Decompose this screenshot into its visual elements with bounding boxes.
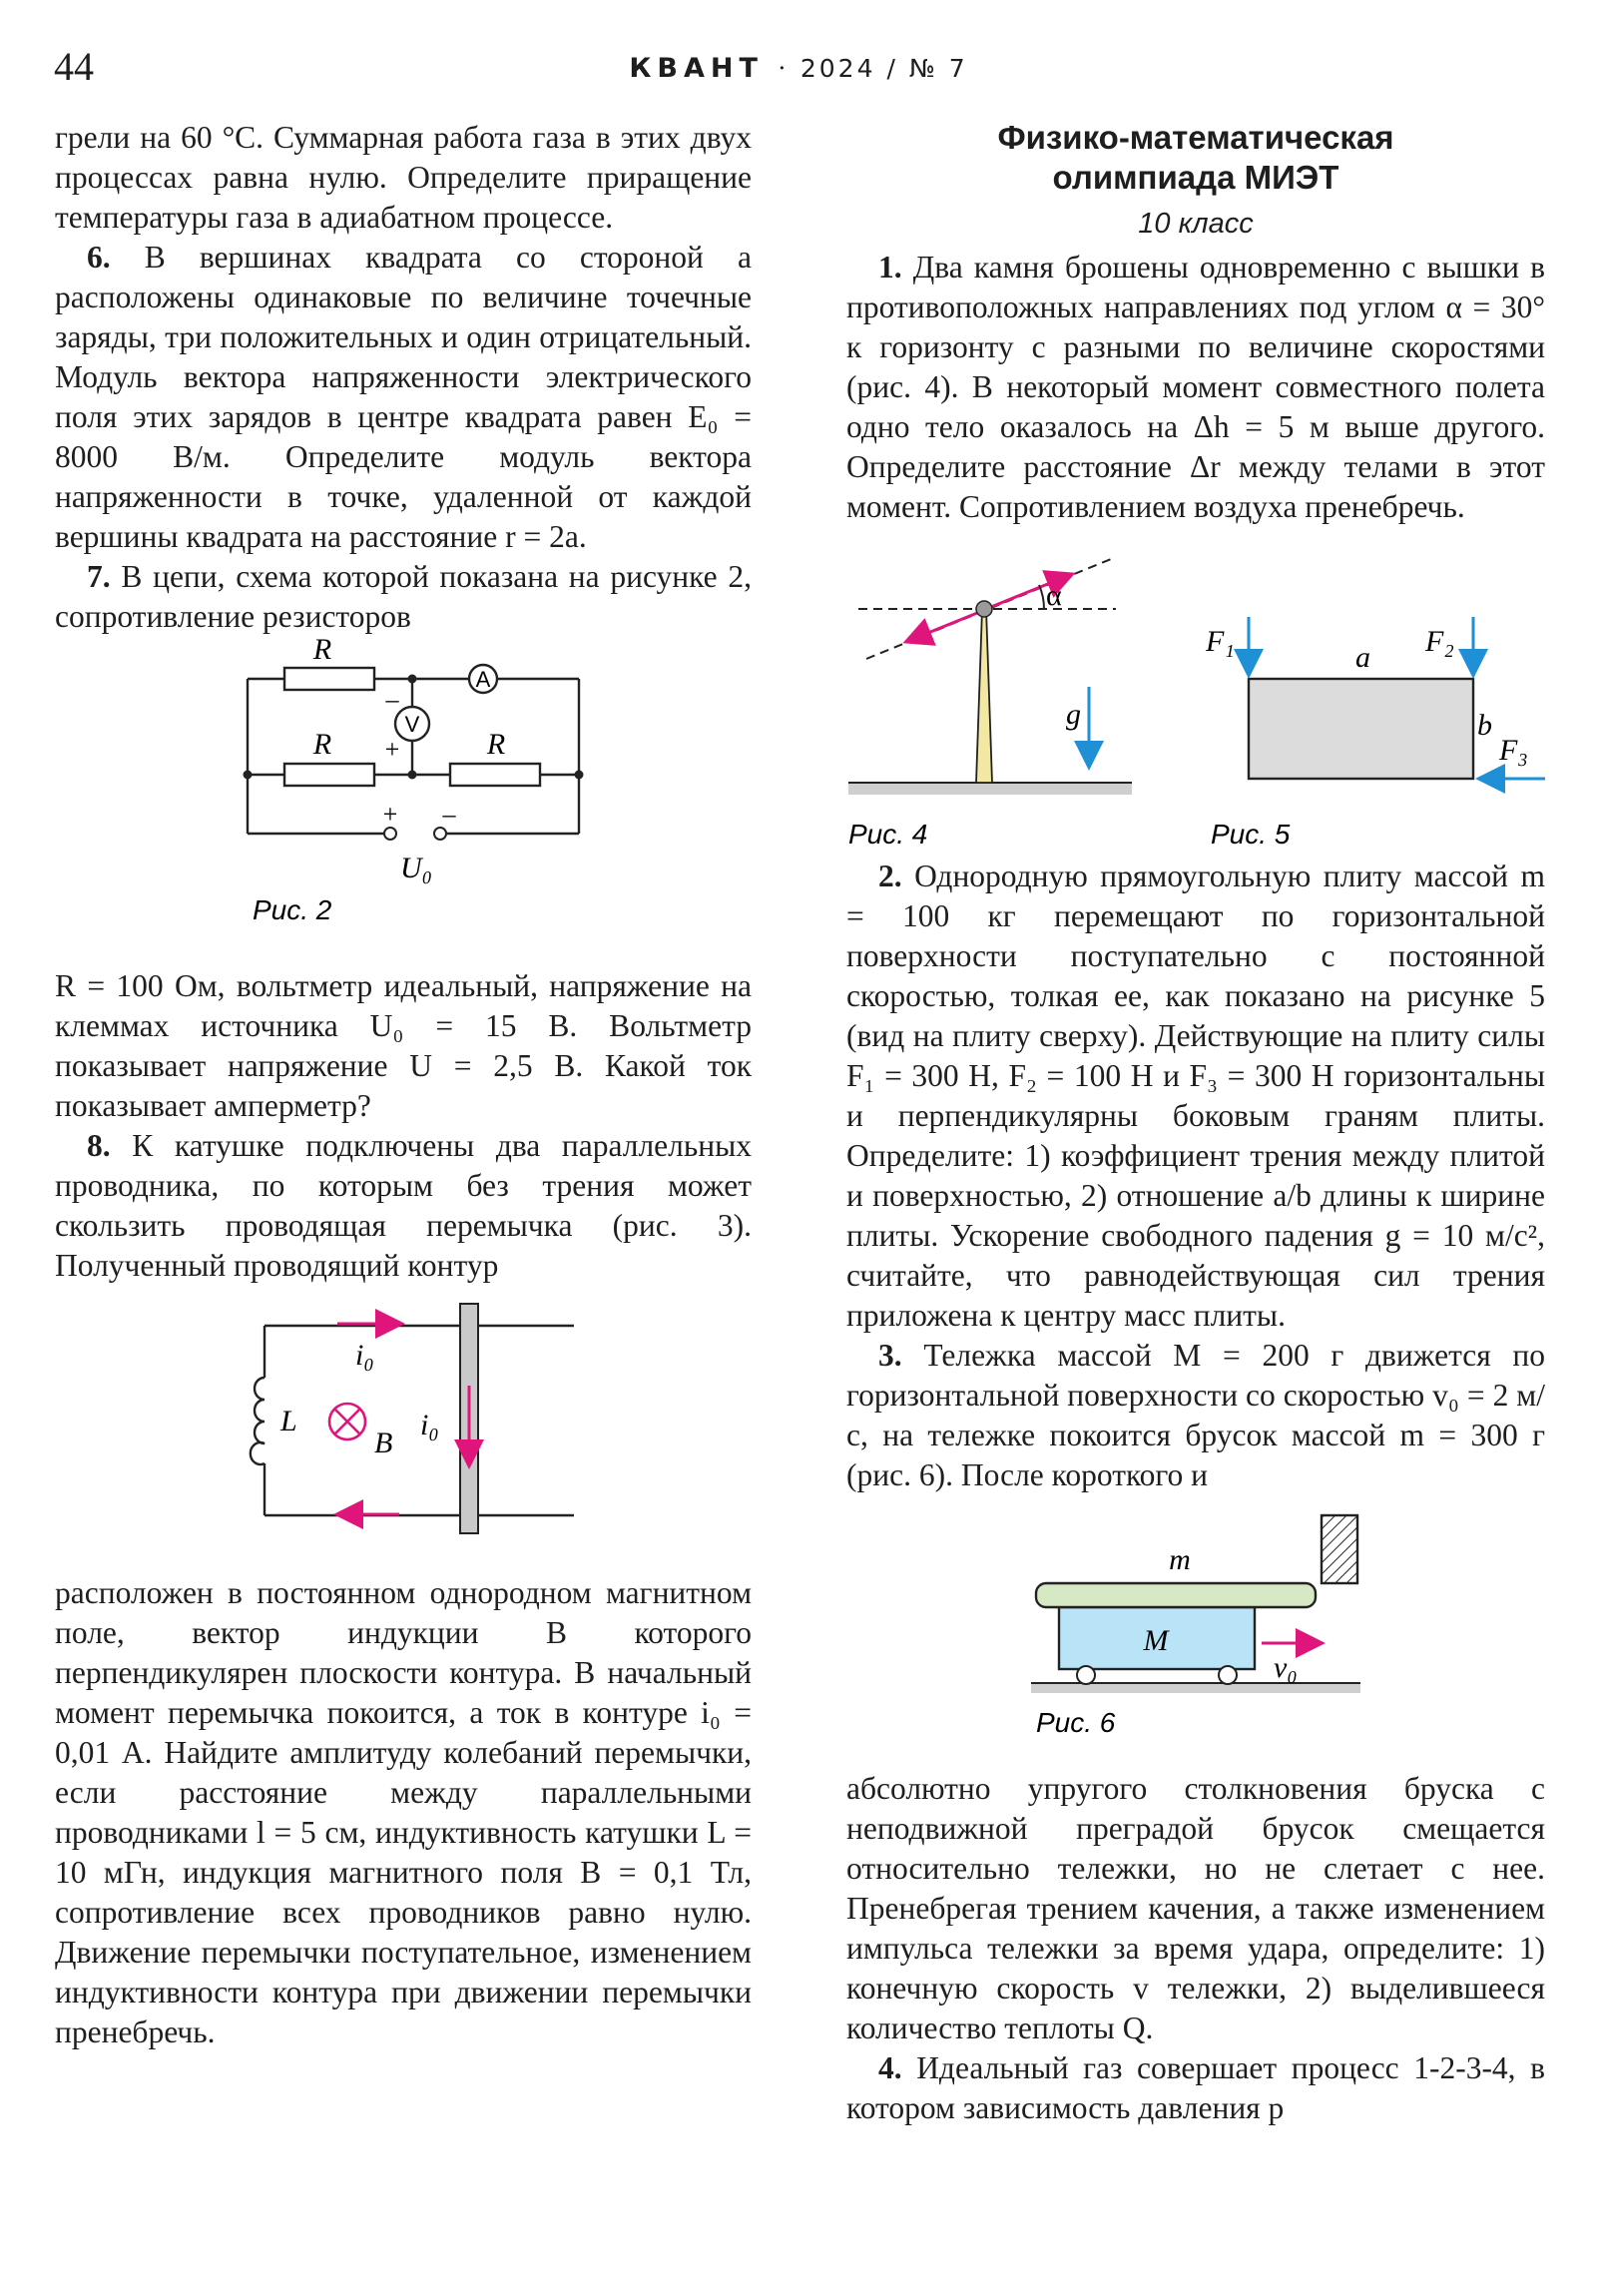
journal-name: КВАНТ — [629, 53, 764, 84]
cart-wheel-left — [1077, 1666, 1095, 1684]
coil — [251, 1378, 265, 1464]
velocity-arrow-left — [908, 611, 982, 641]
page-header — [0, 44, 1597, 90]
problem-3-number: 3. — [878, 1338, 902, 1373]
label-inductance: L — [280, 1405, 297, 1437]
label-v0: v₀ — [1274, 1651, 1298, 1684]
figure-6-cart — [846, 1495, 1545, 1745]
label-alpha: α — [1046, 579, 1062, 612]
label-M: M — [1143, 1624, 1169, 1657]
problem-2 — [846, 857, 1545, 1336]
problem-3-text-b: абсолютно упругого столкновения бруска с неподвижной преградой брусок смещается относительно тележки, но не слетает с нее. Пренебрегая трением качения, а также изменением импульса тележки за время удара, определите: 1) конечную скорость v тележки, 2) выделившееся количество теплоты Q. — [846, 1771, 1545, 2045]
header-separator: · — [777, 53, 787, 83]
problem-2-number: 2. — [878, 859, 902, 893]
label-b: b — [1477, 709, 1492, 742]
figures-4-5 — [846, 527, 1545, 857]
source-minus: – — [442, 800, 456, 829]
problem-7 — [55, 557, 752, 637]
page-number: 44 — [54, 44, 94, 89]
figure-3-rails — [55, 1286, 752, 1545]
problem-4-text: Идеальный газ совершает процесс 1-2-3-4, в котором зависимость давления p — [846, 2050, 1545, 2125]
voltmeter-plus: + — [384, 735, 400, 764]
section-title-line2: олимпиада МИЭТ — [1052, 159, 1339, 196]
problem-3-text-a: Тележка массой M = 200 г движется по горизонтальной поверхности со скоростью v₀ = 2 м/с, на тележке покоится брусок массой m = 300 г (рис. 6). После короткого и — [846, 1338, 1546, 1492]
problem-6-text: В вершинах квадрата со стороной a расположены одинаковые по величине точечные заряды, три положительных и один отрицательный. Модуль вектора напряженности электрического поля этих зарядов в центре квадрата равен E₀ = 8000 В/м. Определите модуль вектора напряженности в точке, удаленной от каждой вершины квадрата на расстояние r = 2a. — [55, 240, 752, 554]
figure-5-caption: Рис. 5 — [1211, 819, 1291, 850]
problem-8-number: 8. — [87, 1128, 111, 1163]
obstacle — [1322, 1515, 1357, 1583]
problem-8-text-b: расположен в постоянном однородном магнитном поле, вектор индукции B которого перпендикулярен плоскости контура. В начальный момент перемычка покоится, а ток в контуре i₀ = 0,01 А. Найдите амплитуду колебаний перемычки, если расстояние между параллельными проводниками l = 5 см, индуктивность катушки L = 10 мГн, индукция магнитного поля B = 0,1 Тл, сопротивление всех проводников равно нулю. Движение перемычки поступательное, изменением индуктивности контура при движении перемычки пренебречь. — [55, 1575, 752, 2049]
problem-6-number: 6. — [87, 240, 111, 275]
voltmeter-minus: – — [385, 685, 399, 714]
problem-7-text-b: R = 100 Ом, вольтметр идеальный, напряжение на клеммах источника U₀ = 15 В. Вольтметр показывает напряжение U = 2,5 В. Какой ток показывает амперметр? — [55, 968, 752, 1123]
ground — [1031, 1683, 1360, 1693]
running-head — [0, 48, 1597, 89]
resistor-right — [450, 764, 540, 786]
source-terminal-minus — [434, 828, 446, 840]
label-a: a — [1355, 641, 1370, 674]
node-dot — [244, 771, 253, 780]
label-g: g — [1066, 698, 1081, 731]
node-dot — [575, 771, 584, 780]
figure-4-caption: Рис. 4 — [848, 819, 928, 850]
label-voltmeter: V — [404, 712, 420, 737]
problem-1-text: Два камня брошены одновременно с вышки в противоположных направлениях под углом α = 30° к горизонту с разными по величине скоростями (рис. 4). В некоторый момент совместного полета одно тело оказалось на Δh = 5 м выше другого. Определите расстояние Δr между телами в этот момент. Сопротивлением воздуха пренебречь. — [846, 250, 1546, 524]
resistor-left — [284, 764, 374, 786]
label-ammeter: A — [475, 667, 491, 692]
problem-6 — [55, 238, 752, 557]
node-dot — [408, 675, 417, 684]
right-column — [846, 118, 1545, 2128]
label-resistor-left: R — [312, 728, 332, 761]
figure-4-tower — [848, 557, 1132, 795]
block-on-cart — [1036, 1583, 1316, 1607]
problem-5-continuation: грели на 60 °С. Суммарная работа газа в этих двух процессах равна нулю. Определите приращение температуры газа в адиабатном процессе. — [55, 120, 752, 235]
stone — [976, 601, 992, 617]
issue-number: 2024 / № 7 — [799, 54, 968, 83]
problem-3 — [846, 1336, 1545, 1495]
plate — [1249, 679, 1473, 779]
label-m: m — [1169, 1543, 1191, 1576]
label-i0-bar: i₀ — [420, 1409, 439, 1441]
problem-8 — [55, 1126, 752, 1286]
figure-6-caption: Рис. 6 — [1036, 1707, 1116, 1738]
label-resistor-right: R — [486, 728, 506, 761]
problem-7-text-a: В цепи, схема которой показана на рисунке 2, сопротивление резисторов — [55, 559, 753, 634]
problem-7-number: 7. — [87, 559, 111, 594]
figure-2-circuit — [55, 637, 752, 966]
problem-1 — [846, 248, 1545, 527]
problem-1-number: 1. — [878, 250, 902, 285]
label-f2: F₂ — [1425, 625, 1454, 658]
node-dot — [408, 771, 417, 780]
problem-4 — [846, 2048, 1545, 2128]
grade-label: 10 класс — [1138, 208, 1254, 240]
label-b-field: B — [374, 1427, 393, 1459]
section-title-line1: Физико-математическая — [997, 119, 1394, 156]
label-f1: F₁ — [1206, 625, 1235, 658]
source-terminal-plus — [384, 828, 396, 840]
resistor-top — [284, 668, 374, 690]
problem-4-number: 4. — [878, 2050, 902, 2085]
problem-8-text-a: К катушке подключены два параллельных проводника, по которым без трения может скользить проводящая перемычка (рис. 3). Полученный проводящий контур — [55, 1128, 752, 1283]
label-resistor-top: R — [312, 637, 332, 666]
left-column — [55, 118, 752, 2052]
label-source-voltage: U₀ — [399, 852, 433, 884]
source-plus: + — [382, 800, 398, 829]
label-i0-top: i₀ — [355, 1339, 374, 1372]
cart-wheel-right — [1219, 1666, 1237, 1684]
problem-2-text: Однородную прямоугольную плиту массой m = 100 кг перемещают по горизонтальной поверхности поступательно с постоянной скоростью, толкая ее, как показано на рисунке 5 (вид на плиту сверху). Действующие на плиту силы F₁ = 300 Н, F₂ = 100 Н и F₃ = 300 Н горизонтальны и перпендикулярны боковым граням плиты. Определите: 1) коэффициент трения между плитой и поверхностью, 2) отношение a/b длины к ширине плиты. Ускорение свободного падения g = 10 м/с², считайте, что равнодействующая сил трения приложена к центру масс плиты. — [846, 859, 1546, 1333]
figure-2-caption: Рис. 2 — [253, 894, 332, 925]
label-f3: F₃ — [1499, 734, 1528, 767]
